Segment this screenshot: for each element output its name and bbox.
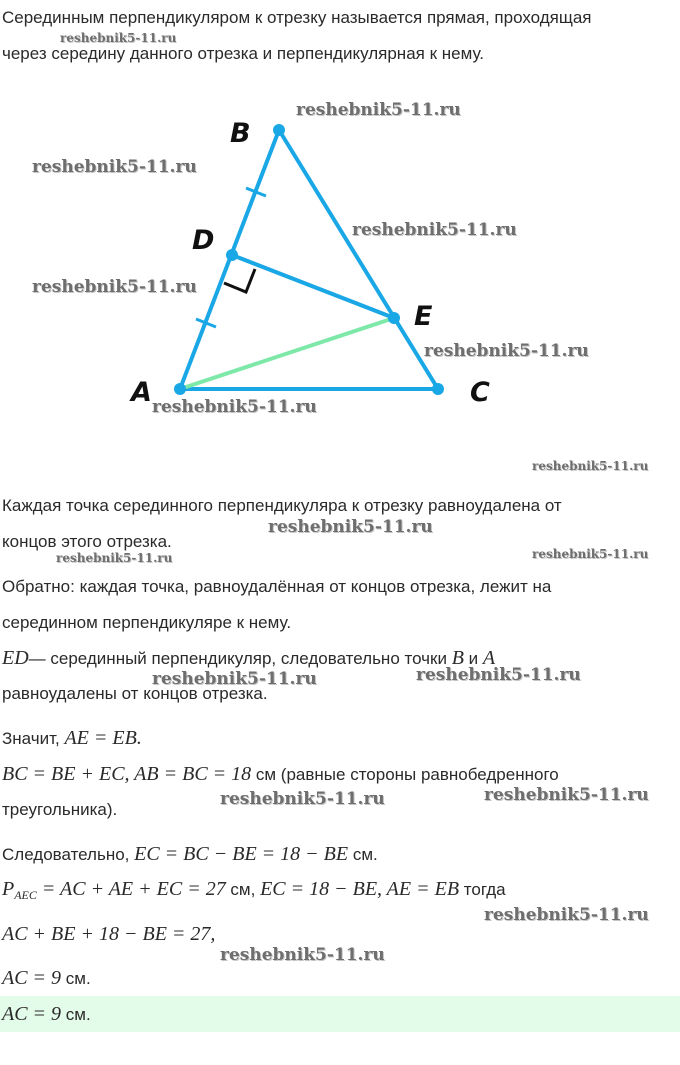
step-4-unit: см.: [348, 845, 378, 864]
solution-step-3: [2, 763, 559, 786]
solution-step-4: [2, 843, 378, 866]
math-A: A: [482, 647, 496, 669]
triangle-figure: [0, 0, 680, 470]
segment-AE: [180, 318, 394, 389]
math-P: P: [2, 878, 15, 900]
converse-line-2: серединном перпендикуляре к нему.: [2, 613, 292, 632]
answer: [2, 1003, 91, 1026]
answer-box: [0, 996, 680, 1032]
watermark: reshebnik5-11.ru: [484, 785, 649, 805]
watermark: reshebnik5-11.ru: [220, 789, 385, 809]
watermark: reshebnik5-11.ru: [32, 277, 197, 297]
math-AE-EB: AE = EB.: [64, 727, 142, 749]
point-E: [388, 312, 400, 324]
point-D: [226, 249, 238, 261]
solution-step-3-line-2: треугольника).: [2, 800, 118, 819]
label-B: B: [230, 118, 251, 149]
watermark: reshebnik5-11.ru: [416, 665, 581, 685]
definition-line-2: через середину данного отрезка и перпендикулярная к нему.: [2, 44, 484, 63]
definition-line-1: Серединным перпендикуляром к отрезку называется прямая, проходящая: [2, 8, 592, 27]
triangle-sides: [180, 130, 438, 389]
right-angle-mark: [224, 269, 255, 292]
watermark: reshebnik5-11.ru: [296, 100, 461, 120]
solution-step-7: [2, 967, 91, 990]
watermark: reshebnik5-11.ru: [532, 547, 649, 561]
watermark: reshebnik5-11.ru: [152, 669, 317, 689]
watermark: reshebnik5-11.ru: [60, 31, 177, 45]
math-EC: EC = BC − BE = 18 − BE: [134, 843, 349, 865]
step-4-text: Следовательно,: [2, 845, 135, 864]
math-perimeter: = AC + AE + EC = 27: [36, 878, 226, 900]
segment-DE: [232, 255, 394, 318]
label-A: A: [131, 377, 152, 408]
step-1-text: — серединный перпендикуляр, следовательно точки: [28, 649, 452, 668]
step-5-unit: см,: [225, 880, 261, 899]
label-D: D: [192, 225, 215, 256]
math-BC-AB: BC = BE + EC, AB = BC = 18: [2, 763, 252, 785]
answer-math: AC = 9: [2, 1003, 62, 1025]
label-C: C: [470, 377, 490, 408]
solution-step-5: [2, 878, 506, 906]
solution-step-1-line-2: равноудалены от концов отрезка.: [2, 684, 268, 703]
watermark: reshebnik5-11.ru: [484, 905, 649, 925]
math-B: B: [451, 647, 464, 669]
point-C: [432, 383, 444, 395]
math-AC: AC = 9: [2, 967, 62, 989]
watermark: reshebnik5-11.ru: [152, 397, 317, 417]
step-7-unit: см.: [61, 969, 91, 988]
property-line-1: Каждая точка серединного перпендикуляра к отрезку равноудалена от: [2, 496, 562, 515]
math-sum: AC + BE + 18 − BE = 27,: [2, 923, 216, 945]
solution-step-6: [2, 923, 215, 946]
watermark: reshebnik5-11.ru: [532, 459, 649, 473]
step-2-text: Значит,: [2, 729, 65, 748]
math-EC-AE: EC = 18 − BE, AE = EB: [260, 878, 460, 900]
watermark: reshebnik5-11.ru: [56, 551, 173, 565]
math-P-subscript: AEC: [14, 888, 37, 902]
label-E: E: [414, 301, 433, 332]
point-A: [174, 383, 186, 395]
watermark: reshebnik5-11.ru: [32, 157, 197, 177]
point-B: [273, 124, 285, 136]
watermark: reshebnik5-11.ru: [220, 945, 385, 965]
solution-step-2: [2, 727, 142, 750]
watermark: reshebnik5-11.ru: [424, 341, 589, 361]
math-ED: ED: [2, 647, 29, 669]
watermark: reshebnik5-11.ru: [268, 517, 433, 537]
step-5-then: тогда: [459, 880, 506, 899]
step-3-text: см (равные стороны равнобедренного: [251, 765, 559, 784]
watermark: reshebnik5-11.ru: [352, 220, 517, 240]
step-1-and: и: [463, 649, 483, 668]
answer-unit: см.: [61, 1005, 91, 1024]
property-line-2: концов этого отрезка.: [2, 532, 172, 551]
converse-line-1: Обратно: каждая точка, равноудалённая от концов отрезка, лежит на: [2, 577, 552, 596]
